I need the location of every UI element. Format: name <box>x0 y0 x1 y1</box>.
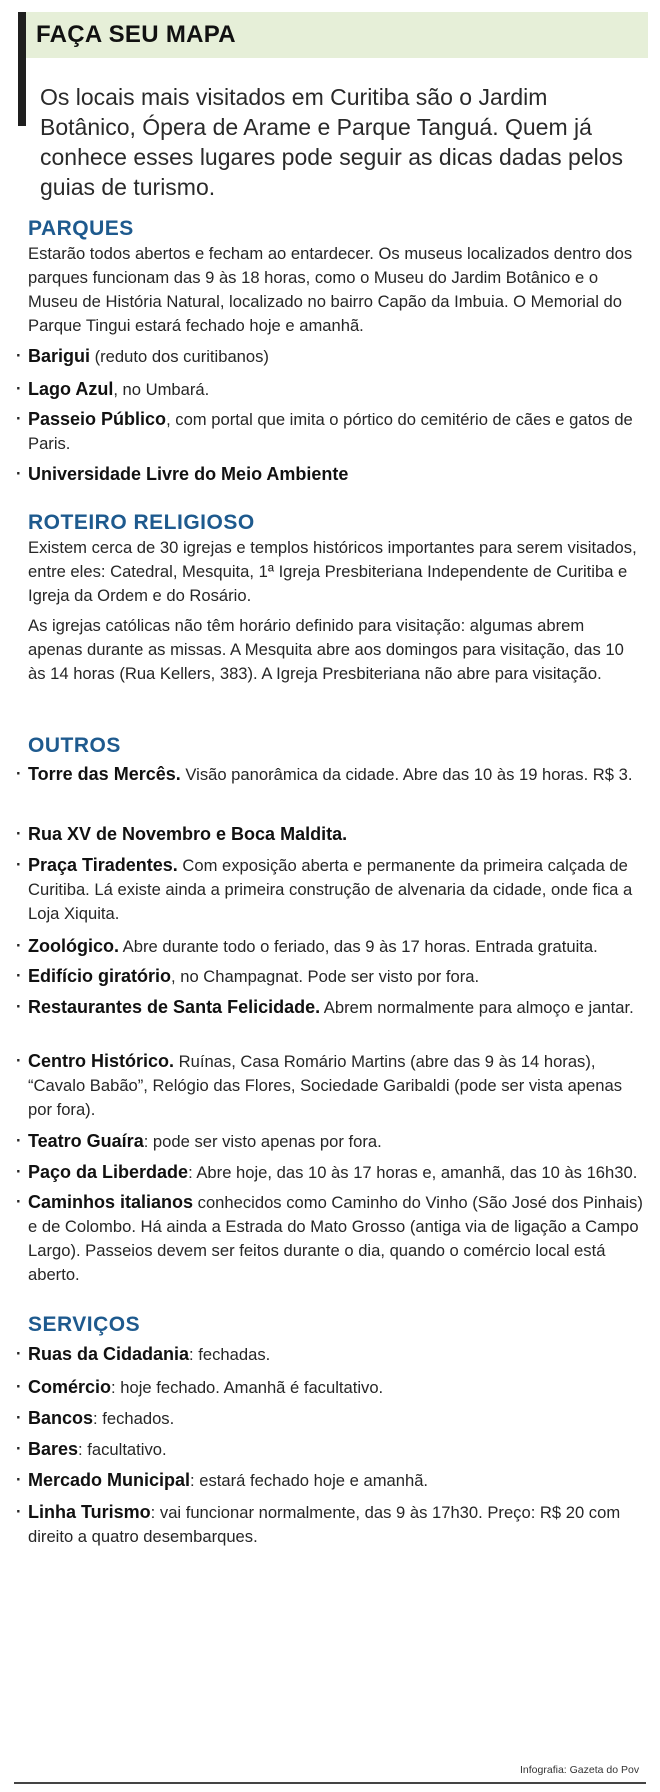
item-desc: , com portal que imita o pórtico do cemitério de cães e gatos de Paris. <box>28 410 633 453</box>
bullet: · <box>16 1470 22 1489</box>
bullet: · <box>16 346 22 365</box>
item-desc: : Abre hoje, das 10 às 17 horas e, amanhã, das 10 às 16h30. <box>188 1163 638 1182</box>
bullet: · <box>16 409 22 428</box>
item-name: Ruas da Cidadania <box>28 1344 190 1364</box>
bullet: · <box>16 936 22 955</box>
list-item <box>14 934 646 959</box>
infographic-credit: Infografia: Gazeta do Pov <box>520 1764 640 1776</box>
list-item <box>14 853 646 926</box>
list-item <box>14 1437 646 1462</box>
item-name: Comércio <box>28 1377 112 1397</box>
bullet: · <box>16 1377 22 1396</box>
list-item <box>14 407 646 456</box>
item-desc: : vai funcionar normalmente, das 9 às 17h30. Preço: R$ 20 com direito a quatro desembarques. <box>28 1503 621 1546</box>
item-name: Passeio Público <box>28 409 167 429</box>
item-desc: Com exposição aberta e permanente da primeira calçada de Curitiba. Lá existe ainda a primeira construção de alvenaria da cidade, onde fica a Loja Xiquita. <box>28 856 633 923</box>
item-name: Restaurantes de Santa Felicidade. <box>28 997 321 1017</box>
item-desc: Visão panorâmica da cidade. Abre das 10 às 19 horas. R$ 3. <box>180 765 633 784</box>
item-name: Rua XV de Novembro e Boca Maldita. <box>28 824 348 844</box>
item-desc: Abre durante todo o feriado, das 9 às 17 horas. Entrada gratuita. <box>118 937 598 956</box>
bullet: · <box>16 379 22 398</box>
item-desc: Abrem normalmente para almoço e jantar. <box>320 998 634 1017</box>
item-desc: conhecidos como Caminho do Vinho (São José dos Pinhais) e de Colombo. Há ainda a Estrada do Mato Grosso (antiga via de ligação a Campo Largo). Passeios devem ser feitos durante o dia, quando o comércio local está aberto. <box>28 1193 643 1284</box>
bullet: · <box>16 1408 22 1427</box>
bullet: · <box>16 764 22 783</box>
item-desc: : pode ser visto apenas por fora. <box>143 1132 382 1151</box>
item-name: Teatro Guaíra <box>28 1131 144 1151</box>
bullet: · <box>16 1051 22 1070</box>
item-name: Bancos <box>28 1408 94 1428</box>
list-item <box>14 377 646 402</box>
bullet: · <box>16 966 22 985</box>
section-title-servicos: SERVIÇOS <box>28 1313 141 1336</box>
header-box <box>18 12 648 58</box>
list-item <box>14 822 646 847</box>
item-desc: : facultativo. <box>78 1440 167 1459</box>
item-desc: : hoje fechado. Amanhã é facultativo. <box>111 1378 384 1397</box>
parques-text: Estarão todos abertos e fecham ao entardecer. Os museus localizados dentro dos parques funcionam das 9 às 18 horas, como o Museu do Jardim Botânico e o Museu de História Natural, localizado no bairro Capão da Imbuia. O Memorial do Parque Tingui estará fechado hoje e amanhã. <box>28 244 633 335</box>
intro-text: Os locais mais visitados em Curitiba são o Jardim Botânico, Ópera de Arame e Parque Tanguá. Quem já conhece esses lugares pode seguir as dicas dadas pelos guias de turismo. <box>40 84 624 200</box>
section-title-religioso: ROTEIRO RELIGIOSO <box>28 511 255 534</box>
page-title: FAÇA SEU MAPA <box>36 21 236 48</box>
bullet: · <box>16 855 22 874</box>
item-name: Mercado Municipal <box>28 1470 191 1490</box>
list-item <box>14 762 646 787</box>
section-title-outros: OUTROS <box>28 734 121 757</box>
bottom-rule <box>14 1782 646 1784</box>
list-item <box>14 1160 646 1185</box>
list-item <box>14 344 646 369</box>
bullet: · <box>16 464 22 483</box>
section-title-parques: PARQUES <box>28 217 134 240</box>
item-desc: : estará fechado hoje e amanhã. <box>190 1471 429 1490</box>
header-accent-bar <box>18 12 26 58</box>
item-name: Paço da Liberdade <box>28 1162 189 1182</box>
intro-accent-bar <box>18 58 26 126</box>
bullet: · <box>16 997 22 1016</box>
list-item <box>14 1406 646 1431</box>
list-item <box>14 1500 646 1549</box>
list-item <box>14 1129 646 1154</box>
item-name: Barigui <box>28 346 91 366</box>
list-item <box>14 964 646 989</box>
item-desc: (reduto dos curitibanos) <box>90 347 269 366</box>
item-name: Caminhos italianos <box>28 1192 194 1212</box>
list-item <box>14 1342 646 1367</box>
item-desc: : fechadas. <box>189 1345 271 1364</box>
item-desc: , no Umbará. <box>113 380 210 399</box>
list-item <box>14 1375 646 1400</box>
list-item <box>14 462 646 487</box>
religioso-text-1: Existem cerca de 30 igrejas e templos históricos importantes para serem visitados, entre eles: Catedral, Mesquita, 1ª Igreja Presbiteriana Independente de Curitiba e Igreja da Ordem e do Rosário. <box>28 538 637 605</box>
item-name: Praça Tiradentes. <box>28 855 178 875</box>
list-item <box>14 1468 646 1493</box>
bullet: · <box>16 1162 22 1181</box>
item-name: Torre das Mercês. <box>28 764 181 784</box>
item-name: Linha Turismo <box>28 1502 151 1522</box>
bullet: · <box>16 1439 22 1458</box>
list-item <box>14 1190 646 1287</box>
item-name: Edifício giratório <box>28 966 172 986</box>
list-item <box>14 995 646 1020</box>
item-desc: , no Champagnat. Pode ser visto por fora. <box>171 967 480 986</box>
bullet: · <box>16 1344 22 1363</box>
list-item <box>14 1049 646 1122</box>
item-name: Zoológico. <box>28 936 119 956</box>
item-name: Universidade Livre do Meio Ambiente <box>28 464 349 484</box>
bullet: · <box>16 824 22 843</box>
bullet: · <box>16 1192 22 1211</box>
item-name: Bares <box>28 1439 79 1459</box>
item-desc: : fechados. <box>93 1409 175 1428</box>
bullet: · <box>16 1131 22 1150</box>
item-name: Centro Histórico. <box>28 1051 175 1071</box>
religioso-text-2: As igrejas católicas não têm horário definido para visitação: algumas abrem apenas durante as missas. A Mesquita abre aos domingos para visitação, das 10 às 14 horas (Rua Kellers, 383). A Igreja Presbiteriana não abre para visitação. <box>28 616 624 683</box>
item-desc: Ruínas, Casa Romário Martins (abre das 9 às 14 horas), “Cavalo Babão”, Relógio das Flores, Sociedade Garibaldi (pode ser vista apenas por fora). <box>28 1052 623 1119</box>
item-name: Lago Azul <box>28 379 114 399</box>
bullet: · <box>16 1502 22 1521</box>
